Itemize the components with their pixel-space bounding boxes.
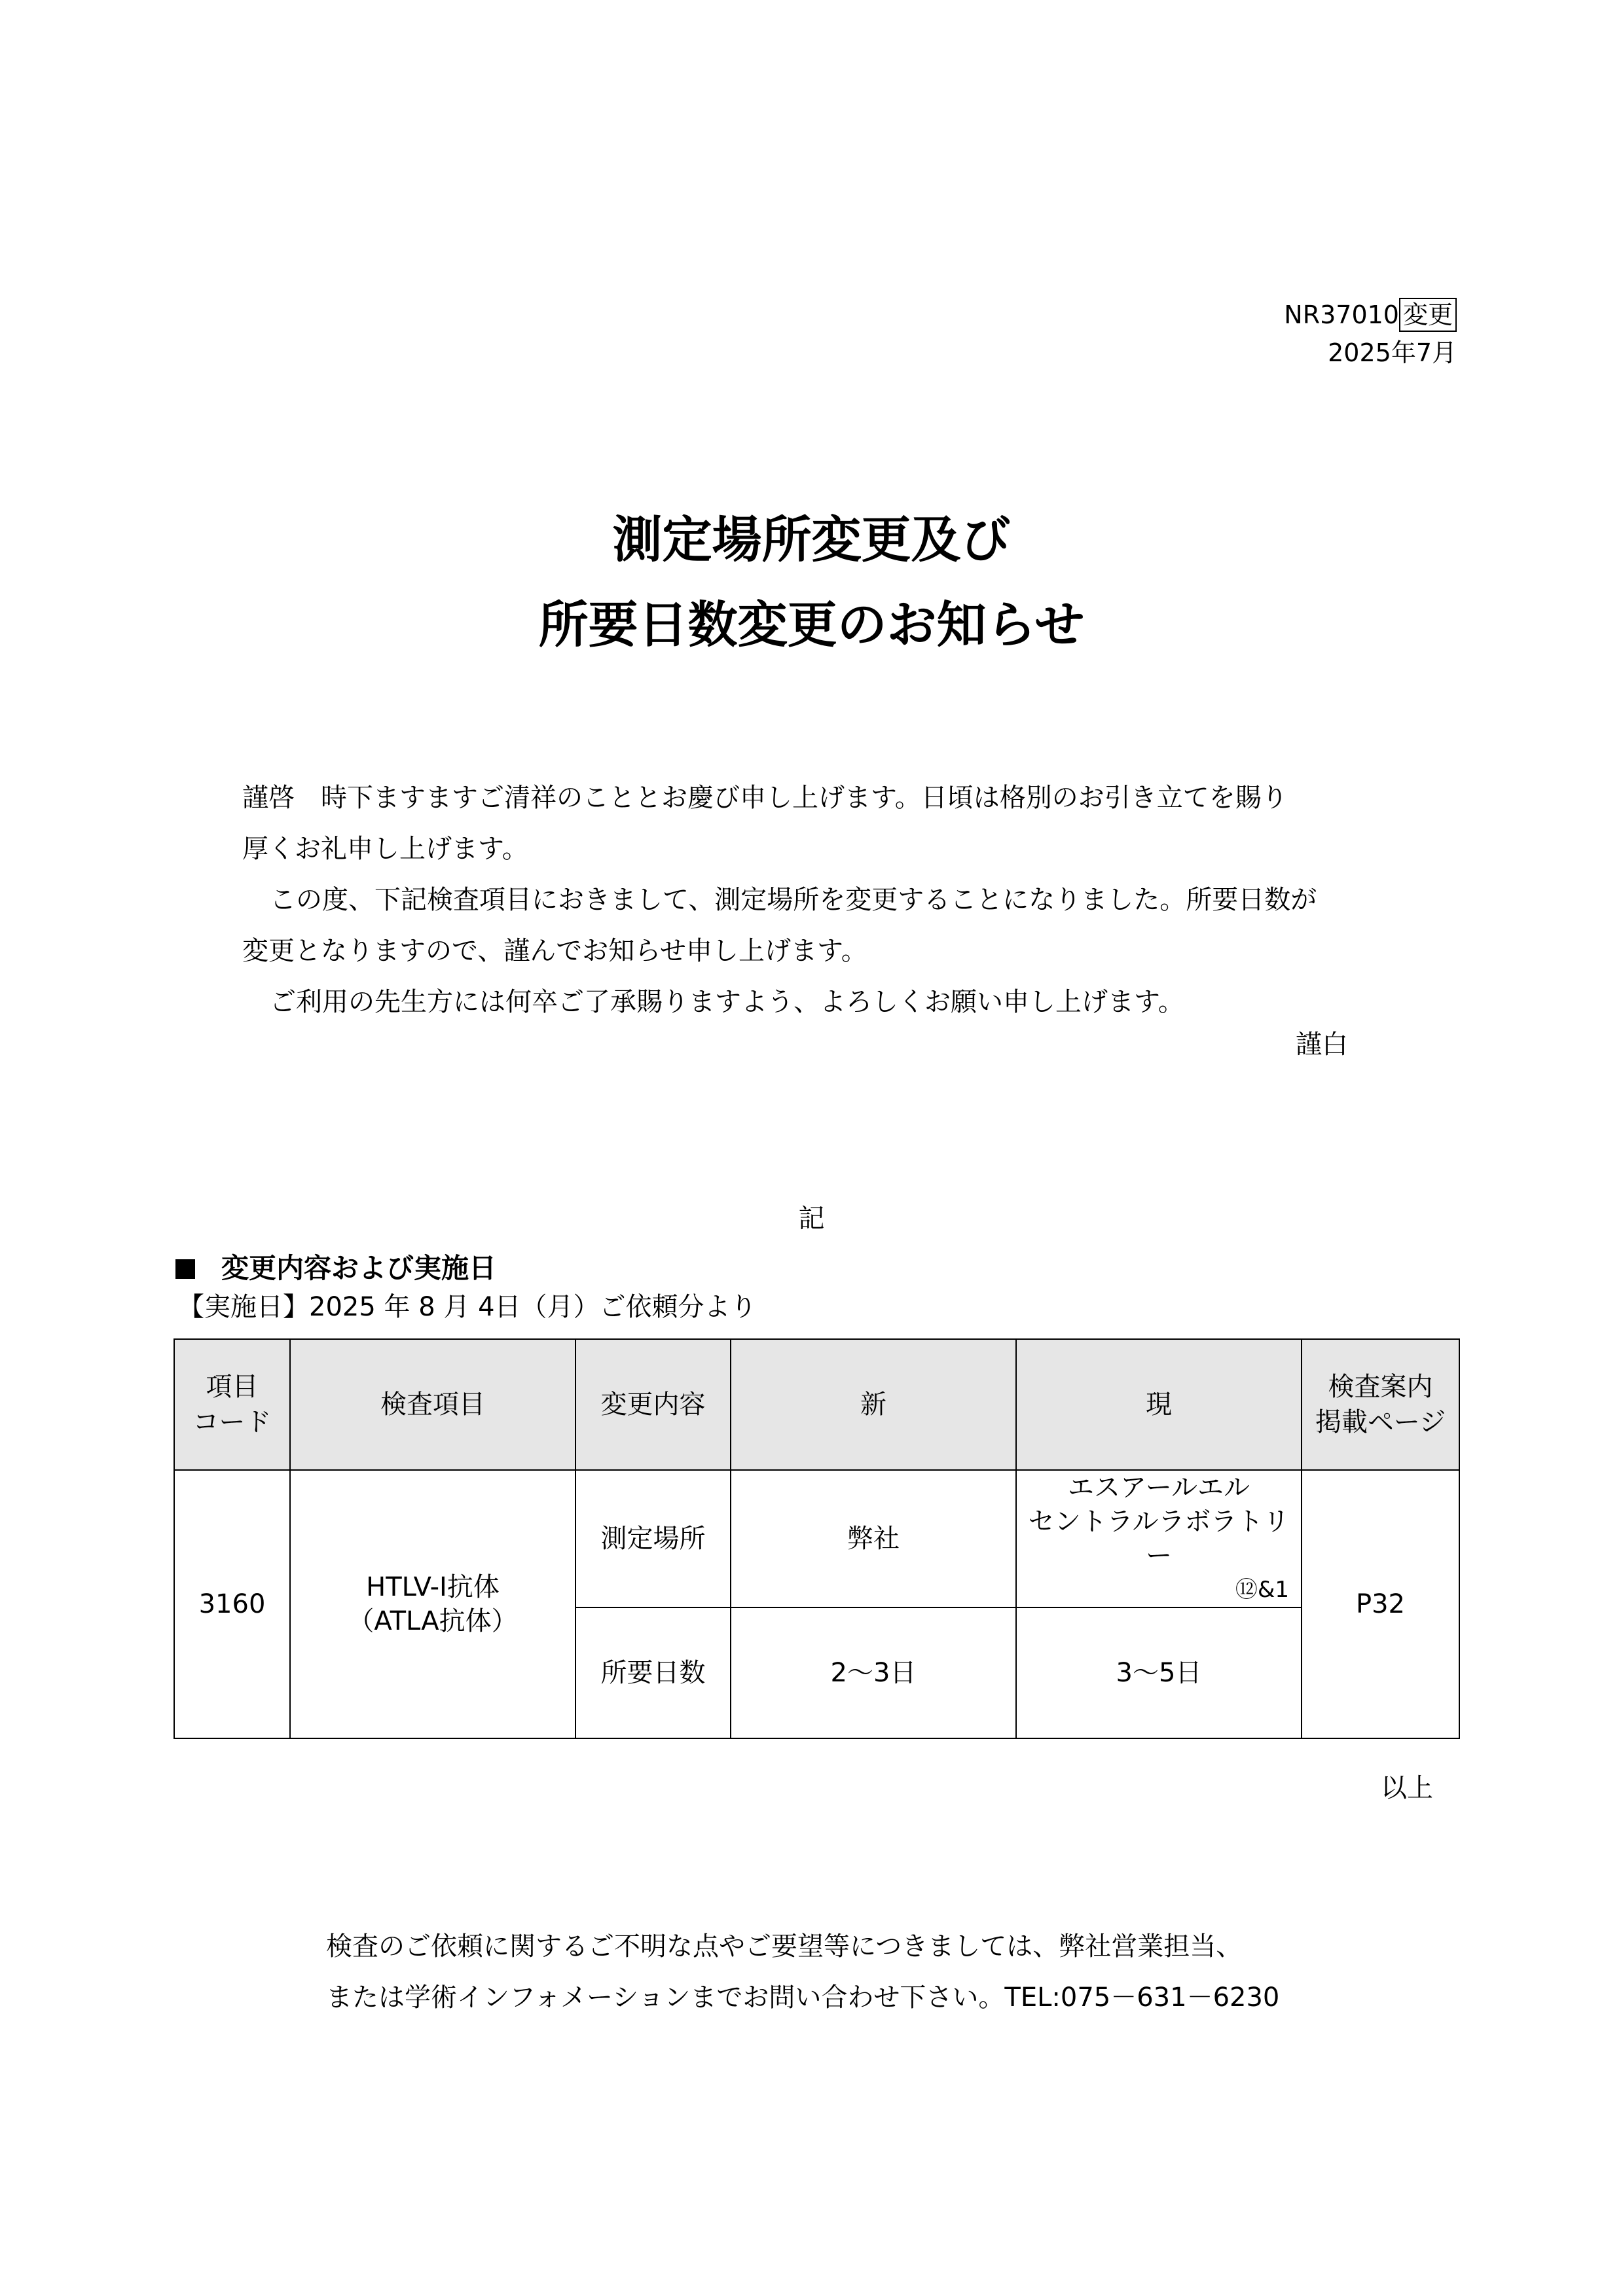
letter-closing: 謹白: [1296, 1030, 1348, 1060]
header-code: [174, 1339, 290, 1470]
header-page: [1302, 1339, 1459, 1470]
end-marker: 以上: [1381, 1773, 1433, 1803]
document-title: [0, 497, 1623, 668]
header-current: 現: [1016, 1339, 1302, 1470]
reference-code: NR37010: [1284, 300, 1399, 329]
item-name: HTLV-Ⅰ抗体: [366, 1572, 500, 1602]
cell-code: 3160: [174, 1470, 290, 1738]
letter-body: [242, 772, 1317, 1028]
header-code-line-1: 項目: [206, 1372, 259, 1402]
cell-change-place: 測定場所: [575, 1470, 731, 1607]
item-alias: （ATLA抗体）: [348, 1606, 518, 1636]
cell-page: P32: [1302, 1470, 1459, 1738]
header-page-line-1: 検査案内: [1328, 1372, 1433, 1402]
cell-change-days: 所要日数: [575, 1607, 731, 1738]
contact-note: [326, 1921, 1279, 2023]
body-line: 厚くお礼申し上げます。: [242, 834, 528, 864]
contact-line-2: または学術インフォメーションまでお問い合わせ下さい。TEL:075－631－6230: [326, 1982, 1280, 2013]
contact-line-1: 検査のご依頼に関するご不明な点やご要望等につきましては、弊社営業担当、: [326, 1931, 1243, 1962]
table-header-row: [174, 1339, 1459, 1470]
body-line: ご利用の先生方には何卒ご了承賜りますよう、よろしくお願い申し上げます。: [270, 987, 1184, 1017]
cell-item: [290, 1470, 575, 1738]
cell-current-place: [1016, 1470, 1302, 1607]
current-place-line-2: セントラルラボラトリー: [1028, 1507, 1290, 1571]
cell-new-place: 弊社: [731, 1470, 1016, 1607]
body-line: 変更となりますので、謹んでお知らせ申し上げます。: [242, 936, 867, 966]
revision-tag: 変更: [1399, 298, 1457, 332]
change-table: [173, 1338, 1460, 1739]
header-page-line-2: 掲載ページ: [1315, 1407, 1446, 1437]
square-bullet-icon: [175, 1259, 195, 1279]
title-line-1: 測定場所変更及び: [612, 511, 1011, 569]
cell-new-days: 2〜3日: [731, 1607, 1016, 1738]
body-line: この度、下記検査項目におきまして、測定場所を変更することになりました。所要日数が: [270, 885, 1317, 915]
header-new: 新: [731, 1339, 1016, 1470]
title-line-2: 所要日数変更のお知らせ: [538, 596, 1085, 654]
table-row: [174, 1470, 1459, 1607]
section-heading-text: 変更内容および実施日: [221, 1252, 497, 1284]
current-place-line-1: エスアールエル: [1068, 1473, 1250, 1503]
cell-current-days: 3〜5日: [1016, 1607, 1302, 1738]
record-marker: 記: [798, 1204, 825, 1234]
body-line: 謹啓 時下ますますご清祥のこととお慶び申し上げます。日頃は格別のお引き立てを賜り: [242, 783, 1288, 813]
document-reference: [1284, 296, 1457, 372]
section-heading: [175, 1247, 496, 1286]
issue-date: 2025年7月: [1328, 338, 1457, 367]
reference-code-line: [1284, 296, 1457, 334]
current-place-note: ⑫&1: [1235, 1577, 1289, 1603]
implementation-date: 【実施日】2025 年 8 月 4日（月）ご依頼分より: [178, 1292, 757, 1322]
header-code-line-2: コード: [192, 1407, 272, 1437]
header-item: 検査項目: [290, 1339, 575, 1470]
header-change: 変更内容: [575, 1339, 731, 1470]
